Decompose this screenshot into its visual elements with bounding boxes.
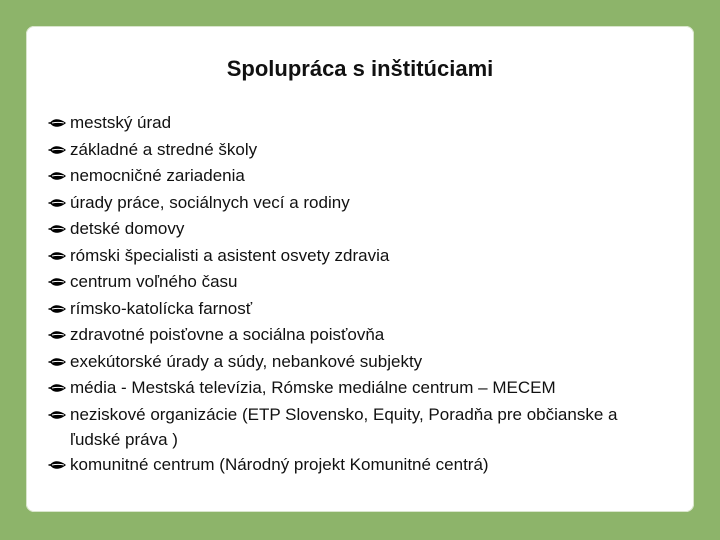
list-item-text: exekútorské úrady a súdy, nebankové subjekty <box>70 351 423 371</box>
leaf-bullet-icon <box>48 190 70 217</box>
slide-title: Spolupráca s inštitúciami <box>226 56 494 81</box>
list-item-text: neziskové organizácie (ETP Slovensko, Equity, Poradňa pre občianske a ľudské práva ) <box>70 404 618 449</box>
list-item-text: mestský úrad <box>70 113 172 132</box>
leaf-bullet-icon <box>48 137 70 164</box>
leaf-bullet-icon <box>48 296 70 323</box>
list-item <box>48 216 668 243</box>
list-item-text: komunitné centrum (Národný projekt Komunitné centrá) <box>70 454 489 474</box>
list-item <box>48 163 668 190</box>
list-item <box>48 452 668 479</box>
leaf-bullet-icon <box>48 216 70 243</box>
leaf-bullet-icon <box>48 375 70 402</box>
list-item <box>48 296 668 323</box>
list-item-text: základné a stredné školy <box>70 139 258 159</box>
list-item-text: centrum voľného času <box>70 272 238 291</box>
list-item <box>48 349 668 376</box>
list-item <box>48 137 668 164</box>
list-item <box>48 110 668 137</box>
list-item-text: rómski špecialisti a asistent osvety zdravia <box>70 245 390 265</box>
leaf-bullet-icon <box>48 163 70 190</box>
list-item-text: rímsko-katolícka farnosť <box>70 298 253 318</box>
leaf-bullet-icon <box>48 349 70 376</box>
list-item-text: zdravotné poisťovne a sociálna poisťovňa <box>70 325 385 344</box>
leaf-bullet-icon <box>48 243 70 270</box>
list-item-text: média - Mestská televízia, Rómske mediálne centrum – MECEM <box>70 378 556 397</box>
list-item <box>48 322 668 349</box>
list-item-text: detské domovy <box>70 219 185 238</box>
list-item-text: úrady práce, sociálnych vecí a rodiny <box>70 192 350 212</box>
bullet-list <box>48 110 668 478</box>
list-item <box>48 190 668 217</box>
list-item-text: nemocničné zariadenia <box>70 166 245 185</box>
list-item <box>48 269 668 296</box>
leaf-bullet-icon <box>48 269 70 296</box>
leaf-bullet-icon <box>48 452 70 479</box>
leaf-bullet-icon <box>48 110 70 137</box>
leaf-bullet-icon <box>48 322 70 349</box>
list-item <box>48 243 668 270</box>
list-item <box>48 375 668 402</box>
list-item <box>48 402 668 452</box>
leaf-bullet-icon <box>48 402 70 429</box>
